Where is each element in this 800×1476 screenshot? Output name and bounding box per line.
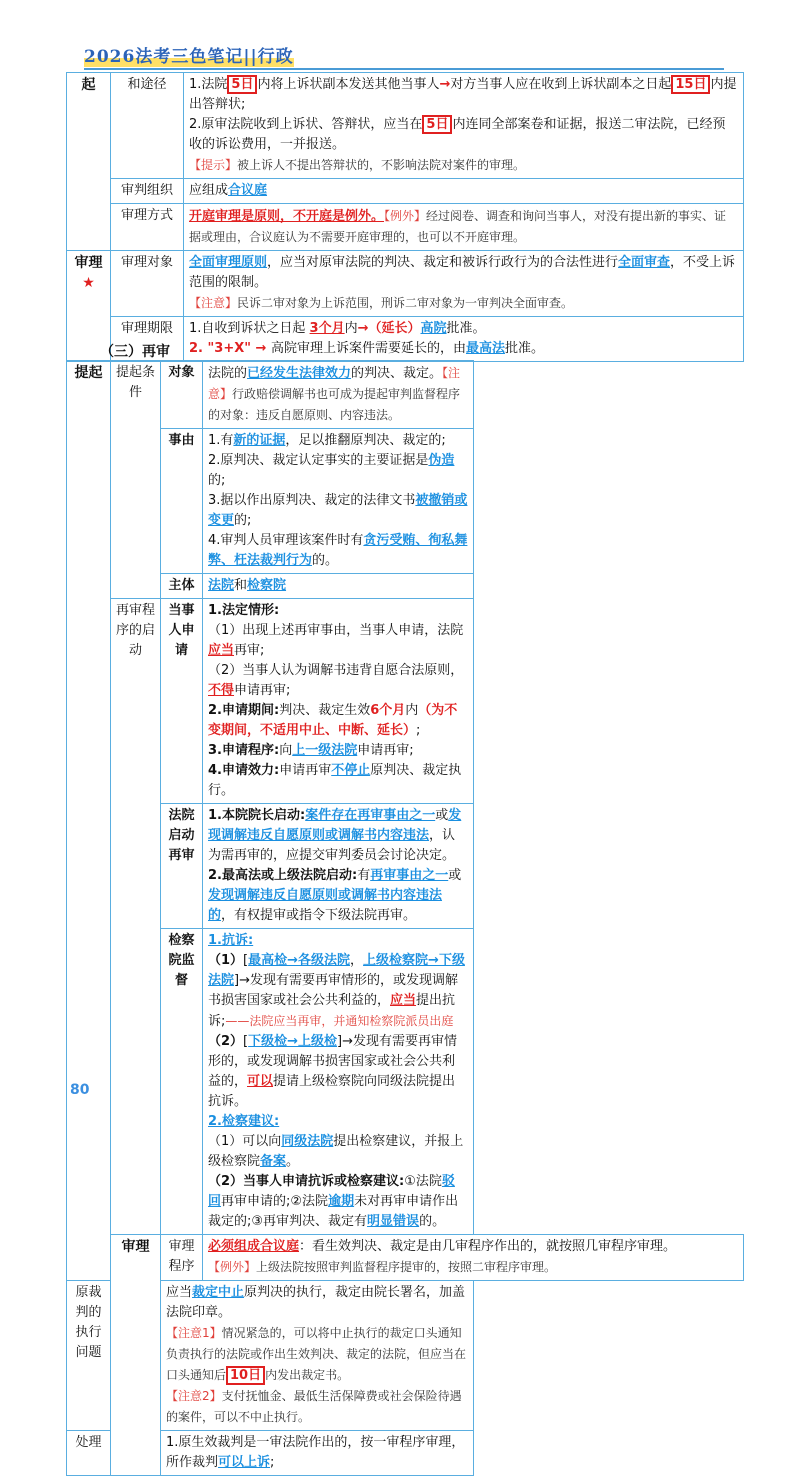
text-segment: 5日 xyxy=(422,115,452,134)
text-segment: 逾期 xyxy=(328,1194,355,1209)
text-segment: 可以 xyxy=(247,1074,274,1089)
text-segment: 【注意2】 xyxy=(166,1389,222,1403)
text-segment: 驳回 xyxy=(208,1174,455,1209)
text-segment: ]→发现有需要再审情形的，或发现调解书损害国家或社会公共利益的， xyxy=(208,973,458,1008)
text-segment: ，不受上诉范围的限制。 xyxy=(189,255,736,290)
text-segment: ]→发现有需要再审情形的，或发现调解书损害国家或社会公共利益的， xyxy=(208,1034,457,1089)
text-segment: 发现调解违反自愿原则或调解书内容违法 xyxy=(208,808,462,843)
text-segment: 10日 xyxy=(226,1366,265,1385)
rich-line xyxy=(208,1032,468,1112)
rich-line xyxy=(208,1132,468,1172)
text-segment: 应当 xyxy=(208,643,235,658)
table-row xyxy=(67,1235,744,1281)
appeal-table xyxy=(66,72,744,362)
star-icon: ★ xyxy=(82,275,95,291)
row-content xyxy=(203,599,474,804)
text-segment: 向 xyxy=(279,743,293,758)
text-segment: ，有权提审或指令下级法院再审。 xyxy=(221,908,417,923)
text-segment: 应当 xyxy=(390,993,417,1008)
rich-line xyxy=(208,531,468,571)
text-segment: 内发出裁定书。 xyxy=(265,1368,350,1382)
rich-line xyxy=(189,293,738,314)
rich-line xyxy=(166,1323,468,1386)
text-segment: 原判决、裁定执行。 xyxy=(208,763,462,798)
rich-line xyxy=(208,1237,738,1257)
text-segment: 情况紧急的，可以将中止执行的裁定口头通知负责执行的法院或作出生效判决、裁定的法院，但应当在口头通知后 xyxy=(166,1326,467,1382)
table-row xyxy=(67,179,744,204)
text-segment: 【例外】 xyxy=(384,209,427,223)
text-segment: 全面审理原则 xyxy=(189,255,268,270)
row-label: 再审程序的启动 xyxy=(111,599,161,1235)
text-segment: 发现调解违反自愿原则或调解书内容违法的 xyxy=(208,888,443,923)
text-segment: 1.本院院长启动: xyxy=(208,808,306,823)
text-segment: ; xyxy=(416,723,421,738)
text-segment: 下级检→上级检 xyxy=(248,1034,338,1049)
table-row xyxy=(67,804,744,929)
text-segment: 可以上诉 xyxy=(218,1455,271,1470)
text-segment: ，应当对原审法院的判决、裁定和被诉行政行为的合法性进行 xyxy=(267,255,619,270)
row-content xyxy=(184,251,744,317)
text-segment: 有 xyxy=(357,868,371,883)
text-segment: 或 xyxy=(448,868,462,883)
text-segment: （为不变期间，不适用中止、中断、延长） xyxy=(208,703,458,738)
table-row xyxy=(67,599,744,804)
text-segment: （1） xyxy=(208,953,244,968)
text-segment: 内连同全部案卷和证据，报送二审法院，已经预收的诉讼费用，一并报送。 xyxy=(189,117,726,152)
row-content xyxy=(161,1281,474,1431)
page-number: 80 xyxy=(70,1082,90,1098)
text-segment: 的。 xyxy=(419,1214,446,1229)
rich-line xyxy=(208,1112,468,1132)
text-segment: 6个月 xyxy=(370,703,406,718)
text-segment: 提出抗诉; xyxy=(208,993,456,1029)
text-segment: 应当 xyxy=(166,1285,193,1300)
table-row xyxy=(67,574,744,599)
row-content xyxy=(184,73,744,179)
text-segment: ， xyxy=(350,953,364,968)
text-segment: 再审; xyxy=(234,643,265,658)
row-content xyxy=(203,429,474,574)
row-label: 检察院监督 xyxy=(161,929,203,1235)
text-segment: 未对再审申请作出裁定的;③再审判决、裁定有 xyxy=(208,1194,459,1229)
row-label: 和途径 xyxy=(111,73,184,179)
page-header xyxy=(84,42,724,66)
text-segment: 2. "3+X" → xyxy=(189,341,271,356)
row-label: 审判组织 xyxy=(111,179,184,204)
text-segment: 申请再审; xyxy=(357,743,414,758)
text-segment: 【注意1】 xyxy=(166,1326,222,1340)
rich-line xyxy=(208,806,468,866)
row-content xyxy=(203,574,474,599)
text-segment: 不停止 xyxy=(331,763,371,778)
rich-line xyxy=(189,253,738,293)
header-divider xyxy=(84,68,724,70)
text-segment: （2）当事人认为调解书违背自愿合法原则， xyxy=(208,663,464,678)
text-segment: 高院 xyxy=(420,321,447,336)
text-segment: 行政赔偿调解书也可成为提起审判监督程序的对象：违反自愿原则、内容违法。 xyxy=(208,387,461,422)
text-segment: ——法院应当再审，并通知检察院派员出庭 xyxy=(225,1014,454,1028)
text-segment: 民诉二审对象为上诉范围，刑诉二审对象为一审判决全面审查。 xyxy=(237,296,574,310)
text-segment: 15日 xyxy=(671,75,710,94)
row-label: 审理对象 xyxy=(111,251,184,317)
row-content xyxy=(184,317,744,362)
text-segment: 最高检→各级法院 xyxy=(248,953,351,968)
text-segment: 的; xyxy=(234,513,252,528)
rich-line xyxy=(189,115,738,155)
text-segment: 批准。 xyxy=(505,341,545,356)
row-label: 原裁判的执行问题 xyxy=(67,1281,111,1431)
section-shenli-retrial: 审理 xyxy=(111,1235,161,1476)
text-segment: 2.原判决、裁定认定事实的主要证据是 xyxy=(208,453,429,468)
text-segment: 不得 xyxy=(208,683,235,698)
row-label: 主体 xyxy=(161,574,203,599)
row-content xyxy=(203,929,474,1235)
rich-line xyxy=(189,206,738,248)
rich-line xyxy=(189,339,738,359)
rich-line xyxy=(208,363,468,426)
row-content xyxy=(184,179,744,204)
text-segment: 原判决的执行，裁定由院长署名，加盖法院印章。 xyxy=(166,1285,466,1320)
header-title: 2026法考三色笔记||行政 xyxy=(84,47,294,67)
row-content xyxy=(203,1235,744,1281)
rich-line xyxy=(189,181,738,201)
text-segment: 案件存在再审事由之一 xyxy=(305,808,436,823)
text-segment: 裁定中止 xyxy=(192,1285,245,1300)
text-segment: 内提出答辩状; xyxy=(189,77,737,112)
row-label: 审理程序 xyxy=(161,1235,203,1281)
table-row xyxy=(67,73,744,179)
text-segment: 1.抗诉: xyxy=(208,933,254,948)
text-segment: 最高法 xyxy=(465,341,505,356)
rich-line xyxy=(208,661,468,701)
rich-line xyxy=(208,1172,468,1232)
text-segment: 2.申请期间: xyxy=(208,703,280,718)
text-segment: 的; xyxy=(208,473,226,488)
text-segment: 支付抚恤金、最低生活保障费或社会保险待遇的案件，可以不中止执行。 xyxy=(166,1389,462,1424)
rich-line xyxy=(166,1386,468,1428)
text-segment: 2.原审法院收到上诉状、答辩状，应当在 xyxy=(189,117,423,132)
text-segment: 合议庭 xyxy=(228,183,268,198)
text-segment: ：看生效判决、裁定是由几审程序作出的，就按照几审程序审理。 xyxy=(299,1239,677,1254)
text-segment: 法院 xyxy=(208,578,235,593)
row-content xyxy=(184,204,744,251)
text-segment: 同级法院 xyxy=(281,1134,334,1149)
section-qi: 起 xyxy=(67,73,111,251)
rich-line xyxy=(208,576,468,596)
text-segment: 【注意】 xyxy=(208,366,461,401)
row-label: 当事人申请 xyxy=(161,599,203,804)
text-segment: （2） xyxy=(208,1034,244,1049)
text-segment: 。 xyxy=(286,1154,300,1169)
table-row xyxy=(67,929,744,1235)
text-segment: 内 xyxy=(344,321,358,336)
text-segment: 法院的 xyxy=(208,366,248,381)
text-segment: 被上诉人不提出答辩状的，不影响法院对案件的审理。 xyxy=(237,158,526,172)
text-segment: 新的证据 xyxy=(233,433,286,448)
text-segment: 提出检察建议，并报上级检察院 xyxy=(208,1134,464,1169)
rich-line xyxy=(208,931,468,951)
table-row xyxy=(67,361,744,429)
rich-line xyxy=(189,319,738,339)
text-segment: 申请再审 xyxy=(279,763,332,778)
text-segment: 判决、裁定生效 xyxy=(279,703,371,718)
text-segment: [ xyxy=(243,953,249,968)
text-segment: 检察院 xyxy=(247,578,287,593)
text-segment: 【提示】 xyxy=(189,158,238,172)
row-label: 审理方式 xyxy=(111,204,184,251)
rich-line xyxy=(208,491,468,531)
text-segment: →（延长） xyxy=(357,321,421,336)
text-segment: 内将上诉状副本发送其他当事人 xyxy=(257,77,440,92)
text-segment: 申请再审; xyxy=(234,683,291,698)
text-segment: 和 xyxy=(234,578,248,593)
text-segment: 5日 xyxy=(227,75,257,94)
text-segment: 内 xyxy=(405,703,419,718)
text-segment: 2.最高法或上级法院启动: xyxy=(208,868,358,883)
text-segment: （2）当事人申请抗诉或检察建议: xyxy=(208,1174,405,1189)
text-segment: 1.原生效裁判是一审法院作出的，按一审程序审理，所作裁判 xyxy=(166,1435,465,1470)
row-content xyxy=(203,804,474,929)
rich-line xyxy=(189,155,738,176)
rich-line xyxy=(166,1283,468,1323)
text-segment: 高院审理上诉案件需要延长的，由 xyxy=(270,341,466,356)
rich-line xyxy=(208,601,468,621)
text-segment: 1.自收到诉状之日起 xyxy=(189,321,310,336)
text-segment: 的判决、裁定。 xyxy=(351,366,443,381)
text-segment: 被撤销或变更 xyxy=(208,493,468,528)
text-segment: 提请上级检察院向同级法院提出抗诉。 xyxy=(208,1074,456,1109)
text-segment: 贪污受贿、徇私舞弊、枉法裁判行为 xyxy=(208,533,468,568)
text-segment: 伪造 xyxy=(428,453,455,468)
text-segment: 应组成 xyxy=(189,183,229,198)
rich-line xyxy=(208,866,468,926)
text-segment: 2.检察建议: xyxy=(208,1114,280,1129)
retrial-table xyxy=(66,360,744,1476)
row-label: 提起条件 xyxy=(111,361,161,599)
text-segment: 全面审查 xyxy=(618,255,671,270)
text-segment: 3个月 xyxy=(309,321,345,336)
text-segment: 或 xyxy=(435,808,449,823)
table-row xyxy=(67,1281,744,1431)
row-label: 事由 xyxy=(161,429,203,574)
text-segment: 上级检察院→下级法院 xyxy=(208,953,465,988)
text-segment: （1）可以向 xyxy=(208,1134,282,1149)
text-segment: 开庭审理是原则，不开庭是例外。 xyxy=(189,209,385,224)
row-content xyxy=(161,1431,474,1476)
rich-line xyxy=(208,701,468,741)
text-segment: → xyxy=(439,77,451,92)
text-segment: 1.法定情形: xyxy=(208,603,280,618)
text-segment: 经过阅卷、调查和询问当事人，对没有提出新的事实、证据或理由，合议庭认为不需要开庭审理的，也可以不开庭审理。 xyxy=(189,209,727,244)
table-row xyxy=(67,251,744,317)
text-segment: 的。 xyxy=(312,553,339,568)
text-segment: 批准。 xyxy=(446,321,486,336)
row-label: 对象 xyxy=(161,361,203,429)
table-row xyxy=(67,1431,744,1476)
text-segment: ，认为需再审的，应提交审判委员会讨论决定。 xyxy=(208,828,456,863)
rich-line xyxy=(189,75,738,115)
text-segment: ; xyxy=(270,1455,275,1470)
text-segment: 再审事由之一 xyxy=(370,868,449,883)
table-row xyxy=(67,429,744,574)
text-segment: 上一级法院 xyxy=(292,743,358,758)
text-segment: 对方当事人应在收到上诉状副本之日起 xyxy=(450,77,672,92)
row-label: 审理期限 xyxy=(111,317,184,362)
text-segment: 【注意】 xyxy=(189,296,238,310)
section-shenli: 审理 ★ xyxy=(67,251,111,362)
section-tiqi: 提起 xyxy=(67,361,111,1281)
rich-line xyxy=(208,431,468,451)
subsection-title: （三）再审 xyxy=(100,344,170,360)
text-segment: 再审申请的;②法院 xyxy=(221,1194,329,1209)
table-row xyxy=(67,204,744,251)
text-segment: 必须组成合议庭 xyxy=(208,1239,300,1254)
rich-line xyxy=(208,621,468,661)
row-label: 处理 xyxy=(67,1431,111,1476)
rich-line xyxy=(208,951,468,1032)
text-segment: 上级法院按照审判监督程序提审的，按照二审程序审理。 xyxy=(256,1260,557,1274)
text-segment: 4.审判人员审理该案件时有 xyxy=(208,533,364,548)
text-segment: 明显错误 xyxy=(367,1214,420,1229)
text-segment: [ xyxy=(243,1034,249,1049)
text-segment: ①法院 xyxy=(404,1174,442,1189)
rich-line xyxy=(208,451,468,491)
text-segment: 已经发生法律效力 xyxy=(247,366,352,381)
rich-line xyxy=(208,1257,738,1278)
text-segment: 【例外】 xyxy=(208,1260,257,1274)
text-segment: 备案 xyxy=(260,1154,287,1169)
text-segment: 3.申请程序: xyxy=(208,743,280,758)
row-label: 法院启动再审 xyxy=(161,804,203,929)
text-segment: 4.申请效力: xyxy=(208,763,280,778)
text-segment: （1）出现上述再审事由，当事人申请，法院 xyxy=(208,623,464,638)
text-segment: 1.有 xyxy=(208,433,234,448)
rich-line xyxy=(208,761,468,801)
row-content xyxy=(203,361,474,429)
rich-line xyxy=(166,1433,468,1473)
text-segment: 1.法院 xyxy=(189,77,228,92)
text-segment: 3.据以作出原判决、裁定的法律文书 xyxy=(208,493,416,508)
text-segment: ，足以推翻原判决、裁定的; xyxy=(285,433,446,448)
rich-line xyxy=(208,741,468,761)
